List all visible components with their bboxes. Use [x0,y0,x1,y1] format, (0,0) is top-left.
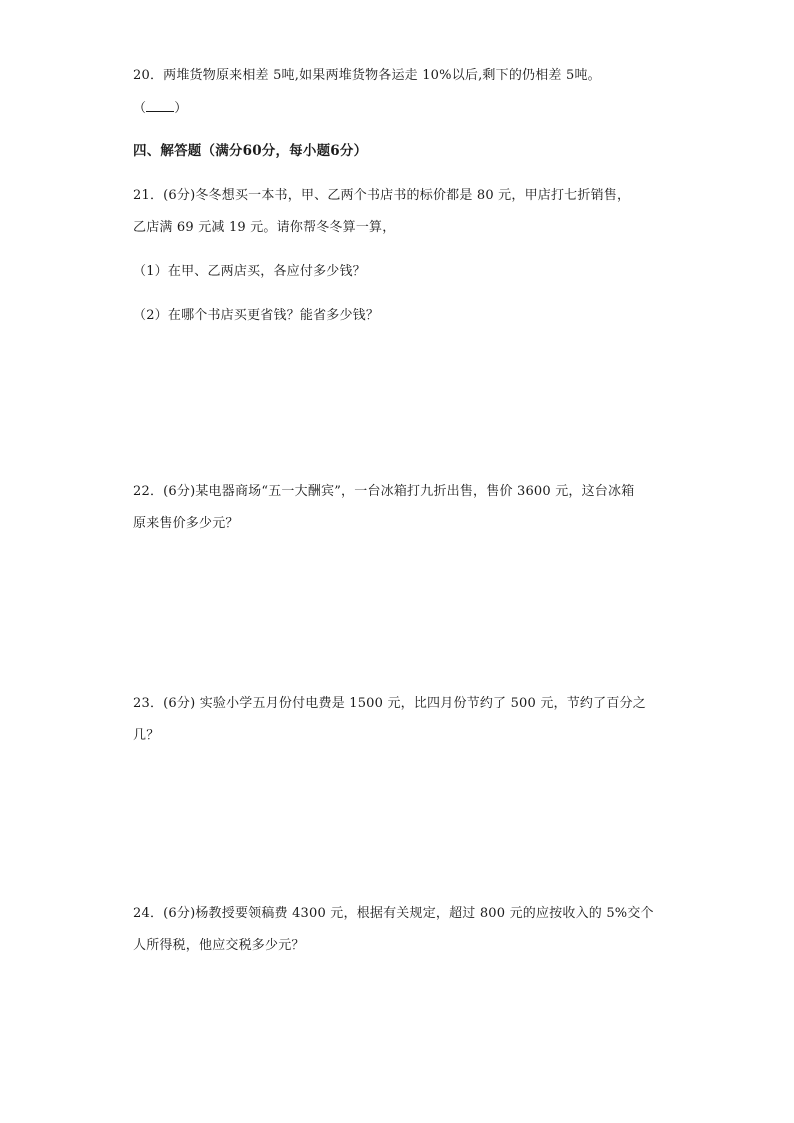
q20-paren-open: （ [133,101,147,116]
q24-text-line1: 24．(6分)杨教授要领稿费 4300 元，根据有关规定，超过 800 元的应按收入的 5%交个 [133,906,654,921]
q23-text-line1: 23．(6分) 实验小学五月份付电费是 1500 元，比四月份节约了 500 元，节约了百分之 [133,696,646,711]
q23-text-line2: 几？ [133,728,160,743]
q21-sub-question-1: （1）在甲、乙两店买，各应付多少钱？ [133,264,366,279]
q20-paren-close: ） [174,101,188,116]
q20-text: 20．两堆货物原来相差 5吨,如果两堆货物各运走 10%以后,剩下的仍相差 5吨。 [133,68,601,83]
q20-answer-blank [133,99,187,118]
q21-sub-question-2: （2）在哪个书店买更省钱？能省多少钱？ [133,308,380,323]
q22-text-line2: 原来售价多少元？ [133,516,239,531]
section-heading: 四、解答题（满分60分，每小题6分） [133,143,368,159]
q24-text-line2: 人所得税，他应交税多少元？ [133,938,305,953]
q22-text-line1: 22．(6分)某电器商场“五一大酬宾”，一台冰箱打九折出售，售价 3600 元，这台冰箱 [133,484,635,499]
q20-blank-line [146,99,174,112]
q21-text-line2: 乙店满 69 元减 19 元。请你帮冬冬算一算， [133,220,396,235]
q21-text-line1: 21．(6分)冬冬想买一本书，甲、乙两个书店书的标价都是 80 元，甲店打七折销售， [133,188,631,203]
